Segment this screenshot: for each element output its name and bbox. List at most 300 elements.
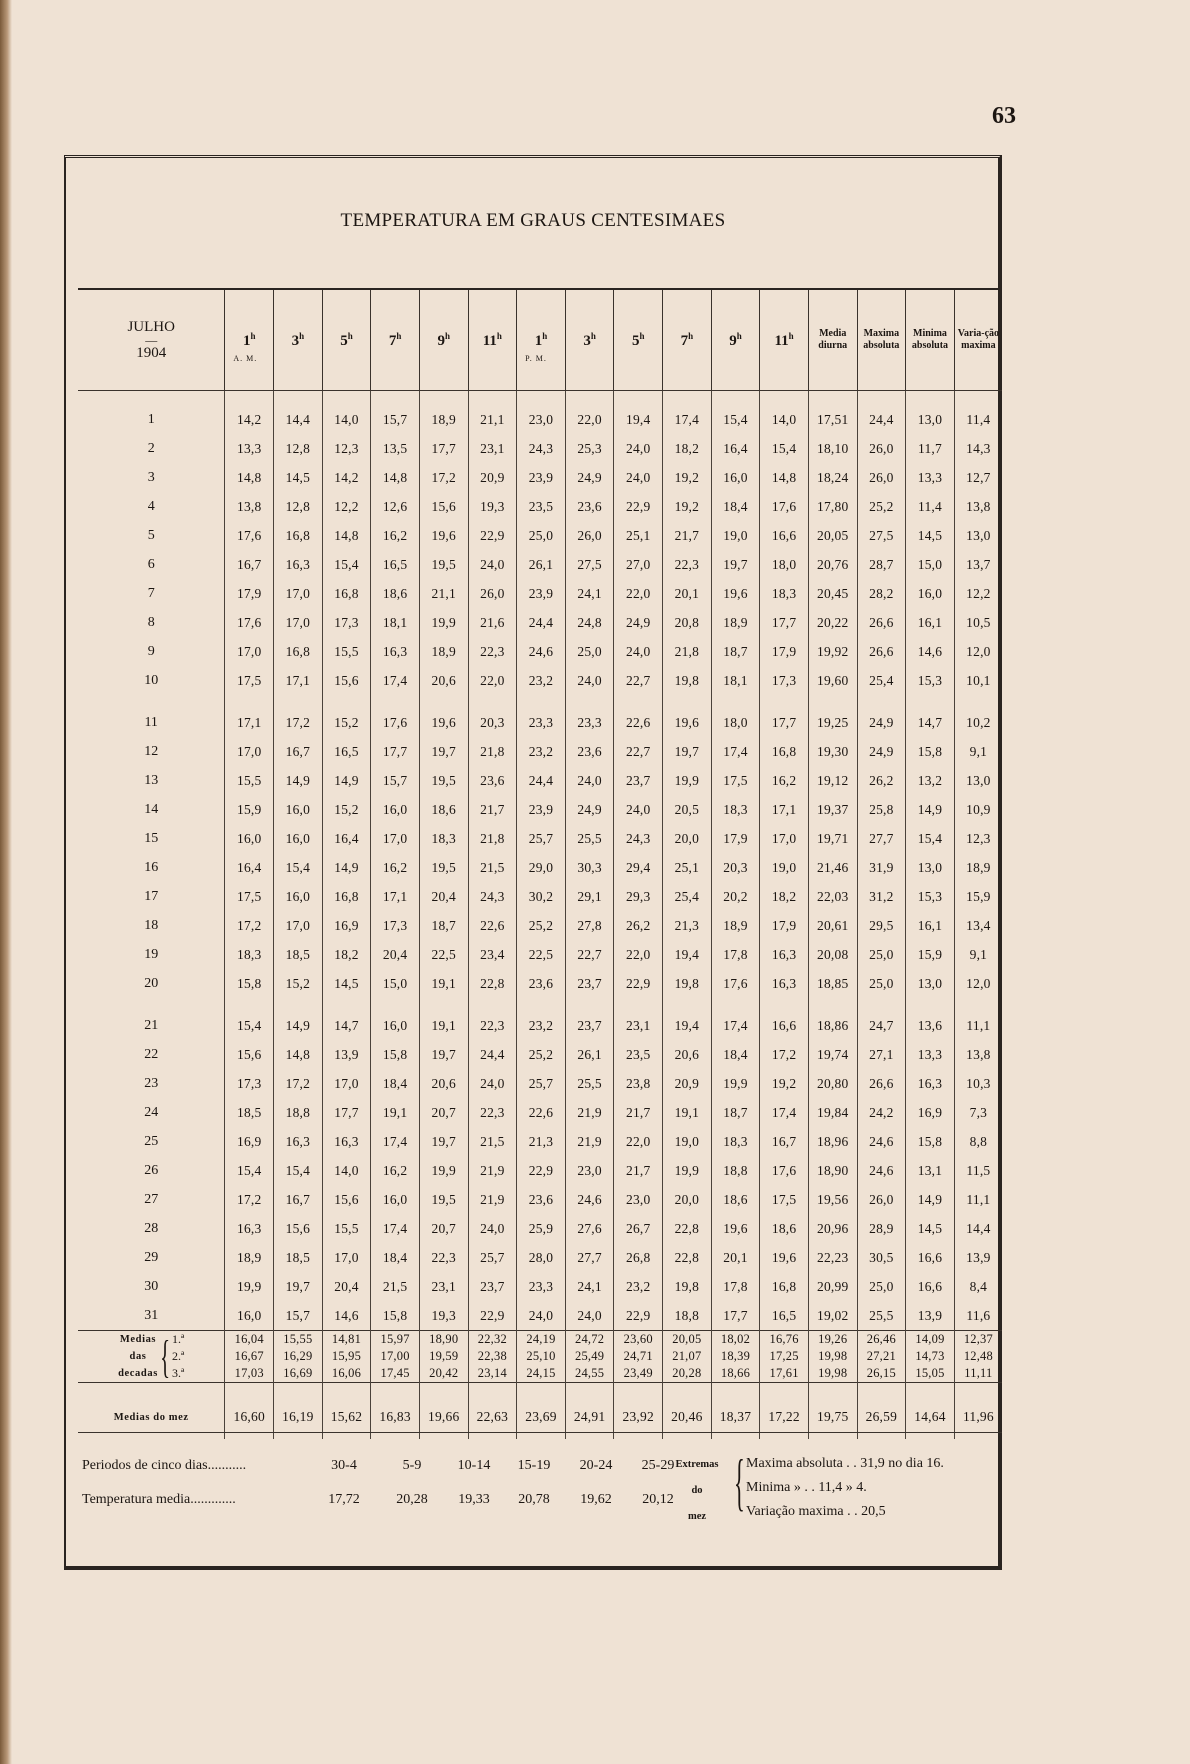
value-cell: 13,0 bbox=[906, 405, 955, 434]
value-cell: 16,0 bbox=[371, 1185, 420, 1214]
value-cell: 14,0 bbox=[322, 1156, 371, 1185]
value-cell: 22,6 bbox=[468, 911, 517, 940]
value-cell: 15,5 bbox=[322, 637, 371, 666]
value-cell: 20,0 bbox=[663, 1185, 712, 1214]
value-cell: 9,1 bbox=[954, 737, 1002, 766]
value-cell: 20,4 bbox=[419, 882, 468, 911]
value-cell: 19,5 bbox=[419, 853, 468, 882]
value-cell: 21,8 bbox=[468, 737, 517, 766]
value-cell: 27,0 bbox=[614, 550, 663, 579]
value-cell: 14,9 bbox=[906, 1185, 955, 1214]
value-cell: 16,4 bbox=[711, 434, 760, 463]
value-cell: 19,7 bbox=[419, 1040, 468, 1069]
spacer-cell bbox=[517, 391, 566, 406]
value-cell: 30,5 bbox=[857, 1243, 906, 1272]
value-cell: 18,86 bbox=[808, 1011, 857, 1040]
value-cell: 20,6 bbox=[419, 1069, 468, 1098]
value-cell: 15,4 bbox=[760, 434, 809, 463]
value-cell: 18,7 bbox=[711, 637, 760, 666]
value-cell: 18,2 bbox=[663, 434, 712, 463]
value-cell: 10,2 bbox=[954, 708, 1002, 737]
mez-value-cell: 26,59 bbox=[857, 1383, 906, 1440]
day-cell: 14 bbox=[144, 801, 159, 817]
value-cell: 18,8 bbox=[274, 1098, 323, 1127]
value-cell: 14,5 bbox=[322, 969, 371, 998]
value-cell: 16,3 bbox=[371, 637, 420, 666]
variacao-label: Varia-ção maxima bbox=[957, 328, 1000, 351]
value-cell: 25,0 bbox=[857, 969, 906, 998]
value-cell: 16,7 bbox=[274, 1185, 323, 1214]
day-cell: 15 bbox=[144, 830, 159, 846]
value-cell: 16,0 bbox=[274, 882, 323, 911]
value-cell: 10,3 bbox=[954, 1069, 1002, 1098]
value-cell: 27,5 bbox=[857, 521, 906, 550]
value-cell: 14,2 bbox=[322, 463, 371, 492]
value-cell: 14,0 bbox=[760, 405, 809, 434]
temperatura-label: Temperatura media............. bbox=[82, 1492, 236, 1507]
day-cell: 19 bbox=[144, 946, 159, 962]
day-cell: 12 bbox=[144, 743, 159, 759]
day-cell: 6 bbox=[147, 556, 155, 572]
value-cell: 27,8 bbox=[565, 911, 614, 940]
value-cell: 26,0 bbox=[468, 579, 517, 608]
value-cell: 12,0 bbox=[954, 637, 1002, 666]
value-cell: 22,5 bbox=[517, 940, 566, 969]
table-row bbox=[78, 940, 1002, 969]
value-cell: 17,0 bbox=[274, 911, 323, 940]
value-cell: 19,7 bbox=[419, 1127, 468, 1156]
value-cell: 26,6 bbox=[857, 608, 906, 637]
value-cell: 18,3 bbox=[760, 579, 809, 608]
value-cell: 18,5 bbox=[225, 1098, 274, 1127]
value-cell: 19,7 bbox=[663, 737, 712, 766]
mez-value-cell: 23,92 bbox=[614, 1383, 663, 1440]
value-cell: 17,1 bbox=[225, 708, 274, 737]
value-cell: 19,6 bbox=[419, 521, 468, 550]
table-row bbox=[78, 1011, 1002, 1040]
value-cell: 20,76 bbox=[808, 550, 857, 579]
value-cell: 22,9 bbox=[468, 521, 517, 550]
value-cell: 19,84 bbox=[808, 1098, 857, 1127]
value-cell: 14,8 bbox=[274, 1040, 323, 1069]
value-cell: 16,0 bbox=[371, 795, 420, 824]
value-cell: 16,3 bbox=[906, 1069, 955, 1098]
value-cell: 15,4 bbox=[711, 405, 760, 434]
value-cell: 16,4 bbox=[225, 853, 274, 882]
value-cell: 19,6 bbox=[760, 1243, 809, 1272]
hour-label: 1 bbox=[534, 332, 543, 349]
value-cell: 14,6 bbox=[322, 1301, 371, 1331]
value-cell: 13,0 bbox=[954, 766, 1002, 795]
value-cell: 17,0 bbox=[274, 579, 323, 608]
spacer-cell bbox=[565, 391, 614, 406]
table-row bbox=[78, 463, 1002, 492]
value-cell: 20,8 bbox=[663, 608, 712, 637]
value-cell: 15,5 bbox=[322, 1214, 371, 1243]
hour-header: 11$^h$ bbox=[760, 290, 809, 391]
value-cell: 15,9 bbox=[906, 940, 955, 969]
value-cell: 25,3 bbox=[565, 434, 614, 463]
value-cell: 16,3 bbox=[274, 1127, 323, 1156]
value-cell: 15,4 bbox=[274, 1156, 323, 1185]
value-cell: 19,2 bbox=[663, 492, 712, 521]
value-cell: 13,3 bbox=[225, 434, 274, 463]
value-cell: 24,8 bbox=[565, 608, 614, 637]
table-row bbox=[78, 853, 1002, 882]
value-cell: 17,7 bbox=[760, 708, 809, 737]
value-cell: 17,7 bbox=[419, 434, 468, 463]
value-cell: 16,0 bbox=[906, 579, 955, 608]
decada-value-cell: 26,46 27,21 26,15 bbox=[857, 1331, 906, 1383]
spacer-cell bbox=[954, 391, 1002, 406]
periodo-value: 15-19 bbox=[517, 1458, 551, 1473]
value-cell: 14,5 bbox=[274, 463, 323, 492]
value-cell: 18,3 bbox=[711, 1127, 760, 1156]
spacer-cell bbox=[78, 998, 225, 1011]
spacer-cell bbox=[322, 695, 371, 708]
value-cell: 22,0 bbox=[468, 666, 517, 695]
day-cell: 5 bbox=[147, 527, 155, 543]
value-cell: 20,45 bbox=[808, 579, 857, 608]
table-row bbox=[78, 882, 1002, 911]
hour-header: 11$^h$ bbox=[468, 290, 517, 391]
temperatura-value: 17,72 bbox=[328, 1492, 360, 1507]
decada-value-cell: 23,60 24,71 23,49 bbox=[614, 1331, 663, 1383]
value-cell: 25,2 bbox=[857, 492, 906, 521]
value-cell: 13,2 bbox=[906, 766, 955, 795]
value-cell: 27,7 bbox=[565, 1243, 614, 1272]
hour-label: 9 bbox=[729, 332, 737, 349]
value-cell: 21,7 bbox=[614, 1098, 663, 1127]
value-cell: 13,9 bbox=[906, 1301, 955, 1331]
value-cell: 23,0 bbox=[614, 1185, 663, 1214]
value-cell: 26,0 bbox=[857, 434, 906, 463]
hour-label: 11 bbox=[482, 332, 497, 349]
value-cell: 14,8 bbox=[322, 521, 371, 550]
value-cell: 16,8 bbox=[322, 579, 371, 608]
table-row bbox=[78, 1040, 1002, 1069]
value-cell: 14,2 bbox=[225, 405, 274, 434]
value-cell: 15,7 bbox=[371, 405, 420, 434]
value-cell: 10,1 bbox=[954, 666, 1002, 695]
value-cell: 14,6 bbox=[906, 637, 955, 666]
day-cell: 26 bbox=[144, 1162, 159, 1178]
value-cell: 23,0 bbox=[517, 405, 566, 434]
day-cell: 22 bbox=[144, 1046, 159, 1062]
value-cell: 19,60 bbox=[808, 666, 857, 695]
value-cell: 19,6 bbox=[711, 579, 760, 608]
value-cell: 18,24 bbox=[808, 463, 857, 492]
value-cell: 17,1 bbox=[760, 795, 809, 824]
value-cell: 24,9 bbox=[857, 737, 906, 766]
value-cell: 26,0 bbox=[857, 1185, 906, 1214]
table-row bbox=[78, 521, 1002, 550]
day-cell: 2 bbox=[147, 440, 155, 456]
spacer-cell bbox=[808, 998, 857, 1011]
spacer-cell bbox=[371, 695, 420, 708]
value-cell: 24,0 bbox=[517, 1301, 566, 1331]
value-cell: 21,7 bbox=[614, 1156, 663, 1185]
value-cell: 17,4 bbox=[760, 1098, 809, 1127]
value-cell: 21,9 bbox=[565, 1127, 614, 1156]
value-cell: 18,9 bbox=[419, 405, 468, 434]
mez-value-cell: 17,22 bbox=[760, 1383, 809, 1440]
value-cell: 16,6 bbox=[760, 1011, 809, 1040]
day-cell: 16 bbox=[144, 859, 159, 875]
value-cell: 23,8 bbox=[614, 1069, 663, 1098]
value-cell: 20,80 bbox=[808, 1069, 857, 1098]
day-cell: 11 bbox=[144, 714, 158, 730]
value-cell: 24,6 bbox=[857, 1127, 906, 1156]
value-cell: 30,3 bbox=[565, 853, 614, 882]
value-cell: 16,3 bbox=[322, 1127, 371, 1156]
value-cell: 12,6 bbox=[371, 492, 420, 521]
value-cell: 17,0 bbox=[760, 824, 809, 853]
value-cell: 16,3 bbox=[760, 969, 809, 998]
value-cell: 25,7 bbox=[468, 1243, 517, 1272]
value-cell: 19,5 bbox=[419, 1185, 468, 1214]
mez-value-cell: 14,64 bbox=[906, 1383, 955, 1440]
day-cell: 23 bbox=[144, 1075, 159, 1091]
value-cell: 18,8 bbox=[711, 1156, 760, 1185]
value-cell: 24,3 bbox=[614, 824, 663, 853]
value-cell: 26,2 bbox=[614, 911, 663, 940]
value-cell: 17,6 bbox=[371, 708, 420, 737]
value-cell: 20,08 bbox=[808, 940, 857, 969]
value-cell: 22,0 bbox=[614, 940, 663, 969]
value-cell: 13,0 bbox=[906, 969, 955, 998]
mez-value-cell: 11,96 bbox=[954, 1383, 1002, 1440]
value-cell: 22,8 bbox=[663, 1243, 712, 1272]
value-cell: 22,7 bbox=[565, 940, 614, 969]
value-cell: 13,8 bbox=[225, 492, 274, 521]
value-cell: 21,1 bbox=[419, 579, 468, 608]
spacer-cell bbox=[274, 391, 323, 406]
value-cell: 19,9 bbox=[419, 1156, 468, 1185]
value-cell: 28,2 bbox=[857, 579, 906, 608]
value-cell: 31,2 bbox=[857, 882, 906, 911]
table-row bbox=[78, 434, 1002, 463]
value-cell: 15,6 bbox=[274, 1214, 323, 1243]
hour-label: 11 bbox=[774, 332, 789, 349]
value-cell: 12,8 bbox=[274, 434, 323, 463]
decada-value-cell: 24,19 25,10 24,15 bbox=[517, 1331, 566, 1383]
table-row bbox=[78, 637, 1002, 666]
value-cell: 19,02 bbox=[808, 1301, 857, 1331]
value-cell: 14,4 bbox=[954, 1214, 1002, 1243]
value-cell: 17,3 bbox=[760, 666, 809, 695]
spacer-cell bbox=[225, 695, 274, 708]
spacer-row bbox=[78, 998, 1002, 1011]
table-row bbox=[78, 666, 1002, 695]
value-cell: 26,6 bbox=[857, 637, 906, 666]
value-cell: 19,8 bbox=[663, 666, 712, 695]
decada-value-cell: 15,55 16,29 16,69 bbox=[274, 1331, 323, 1383]
spacer-cell bbox=[565, 695, 614, 708]
value-cell: 15,4 bbox=[322, 550, 371, 579]
value-cell: 16,5 bbox=[371, 550, 420, 579]
value-cell: 18,4 bbox=[711, 492, 760, 521]
spacer-cell bbox=[711, 998, 760, 1011]
value-cell: 23,1 bbox=[468, 434, 517, 463]
value-cell: 22,8 bbox=[663, 1214, 712, 1243]
value-cell: 15,0 bbox=[906, 550, 955, 579]
decada-value-cell: 12,37 12,48 11,11 bbox=[954, 1331, 1002, 1383]
value-cell: 16,8 bbox=[322, 882, 371, 911]
value-cell: 19,9 bbox=[663, 1156, 712, 1185]
value-cell: 19,37 bbox=[808, 795, 857, 824]
value-cell: 17,9 bbox=[760, 637, 809, 666]
hour-header: 7$^h$ bbox=[663, 290, 712, 391]
value-cell: 19,0 bbox=[760, 853, 809, 882]
maxima-label: Maxima absoluta bbox=[863, 328, 900, 351]
spacer-cell bbox=[760, 391, 809, 406]
value-cell: 11,1 bbox=[954, 1011, 1002, 1040]
value-cell: 23,5 bbox=[614, 1040, 663, 1069]
mez-value-cell: 18,37 bbox=[711, 1383, 760, 1440]
value-cell: 21,46 bbox=[808, 853, 857, 882]
value-cell: 15,2 bbox=[274, 969, 323, 998]
hour-header: 5$^h$ bbox=[614, 290, 663, 391]
value-cell: 23,2 bbox=[614, 1272, 663, 1301]
day-cell: 1 bbox=[147, 411, 155, 427]
spacer-cell bbox=[468, 695, 517, 708]
value-cell: 15,7 bbox=[274, 1301, 323, 1331]
value-cell: 19,4 bbox=[663, 940, 712, 969]
value-cell: 15,8 bbox=[371, 1040, 420, 1069]
value-cell: 16,9 bbox=[322, 911, 371, 940]
value-cell: 21,9 bbox=[468, 1185, 517, 1214]
value-cell: 17,0 bbox=[322, 1069, 371, 1098]
value-cell: 11,1 bbox=[954, 1185, 1002, 1214]
value-cell: 17,80 bbox=[808, 492, 857, 521]
value-cell: 15,5 bbox=[225, 766, 274, 795]
value-cell: 18,5 bbox=[274, 1243, 323, 1272]
spacer-cell bbox=[614, 998, 663, 1011]
value-cell: 14,0 bbox=[322, 405, 371, 434]
spacer-cell bbox=[78, 695, 225, 708]
value-cell: 22,0 bbox=[614, 1127, 663, 1156]
value-cell: 17,5 bbox=[711, 766, 760, 795]
spacer-cell bbox=[225, 391, 274, 406]
value-cell: 17,0 bbox=[274, 608, 323, 637]
value-cell: 23,9 bbox=[517, 463, 566, 492]
spacer-cell bbox=[906, 695, 955, 708]
value-cell: 17,2 bbox=[274, 708, 323, 737]
value-cell: 17,4 bbox=[711, 737, 760, 766]
value-cell: 8,8 bbox=[954, 1127, 1002, 1156]
value-cell: 12,2 bbox=[322, 492, 371, 521]
value-cell: 22,5 bbox=[419, 940, 468, 969]
mez-value-cell: 16,60 bbox=[225, 1383, 274, 1440]
periodo-value: 20-24 bbox=[579, 1458, 613, 1473]
decada-value-cell: 18,02 18,39 18,66 bbox=[711, 1331, 760, 1383]
value-cell: 22,0 bbox=[614, 579, 663, 608]
value-cell: 17,6 bbox=[760, 492, 809, 521]
value-cell: 24,0 bbox=[565, 1301, 614, 1331]
value-cell: 29,1 bbox=[565, 882, 614, 911]
value-cell: 15,8 bbox=[906, 737, 955, 766]
value-cell: 17,2 bbox=[419, 463, 468, 492]
value-cell: 17,2 bbox=[760, 1040, 809, 1069]
value-cell: 17,2 bbox=[225, 911, 274, 940]
am-label: A. M. bbox=[233, 354, 258, 363]
day-cell: 28 bbox=[144, 1220, 159, 1236]
mez-value-cell: 20,46 bbox=[663, 1383, 712, 1440]
value-cell: 23,5 bbox=[517, 492, 566, 521]
spacer-cell bbox=[906, 998, 955, 1011]
value-cell: 15,4 bbox=[906, 824, 955, 853]
spacer-cell bbox=[857, 695, 906, 708]
spacer-cell bbox=[663, 695, 712, 708]
decada-ordinals: 1.ª 2.ª 3.ª bbox=[171, 1332, 185, 1380]
value-cell: 27,7 bbox=[857, 824, 906, 853]
value-cell: 27,5 bbox=[565, 550, 614, 579]
value-cell: 26,0 bbox=[857, 463, 906, 492]
value-cell: 19,4 bbox=[663, 1011, 712, 1040]
value-cell: 17,5 bbox=[760, 1185, 809, 1214]
value-cell: 29,5 bbox=[857, 911, 906, 940]
periodo-value: 25-29 bbox=[641, 1458, 675, 1473]
value-cell: 14,4 bbox=[274, 405, 323, 434]
value-cell: 24,0 bbox=[468, 1069, 517, 1098]
value-cell: 18,7 bbox=[419, 911, 468, 940]
value-cell: 20,6 bbox=[663, 1040, 712, 1069]
value-cell: 13,0 bbox=[906, 853, 955, 882]
value-cell: 25,5 bbox=[565, 824, 614, 853]
table-row bbox=[78, 1156, 1002, 1185]
left-brace-glyph: { bbox=[734, 1446, 745, 1517]
value-cell: 14,9 bbox=[274, 1011, 323, 1040]
value-cell: 29,0 bbox=[517, 853, 566, 882]
value-cell: 22,3 bbox=[663, 550, 712, 579]
value-cell: 18,0 bbox=[711, 708, 760, 737]
value-cell: 16,4 bbox=[322, 824, 371, 853]
value-cell: 16,7 bbox=[760, 1127, 809, 1156]
medias-decadas-row bbox=[78, 1331, 1002, 1383]
value-cell: 29,4 bbox=[614, 853, 663, 882]
value-cell: 12,7 bbox=[954, 463, 1002, 492]
value-cell: 23,7 bbox=[614, 766, 663, 795]
hour-header: 7$^h$ bbox=[371, 290, 420, 391]
value-cell: 23,2 bbox=[517, 1011, 566, 1040]
value-cell: 17,7 bbox=[711, 1301, 760, 1331]
value-cell: 23,2 bbox=[517, 737, 566, 766]
value-cell: 25,5 bbox=[857, 1301, 906, 1331]
temperatura-value: 19,33 bbox=[458, 1492, 490, 1507]
value-cell: 22,7 bbox=[614, 666, 663, 695]
value-cell: 17,9 bbox=[711, 824, 760, 853]
value-cell: 19,92 bbox=[808, 637, 857, 666]
pm-label: P. M. bbox=[525, 354, 547, 363]
hour-header: 9$^h$ bbox=[711, 290, 760, 391]
value-cell: 24,0 bbox=[565, 766, 614, 795]
value-cell: 16,2 bbox=[760, 766, 809, 795]
value-cell: 17,5 bbox=[225, 666, 274, 695]
hour-header: 9$^h$ bbox=[419, 290, 468, 391]
decada-value-cell: 16,04 16,67 17,03 bbox=[225, 1331, 274, 1383]
value-cell: 27,6 bbox=[565, 1214, 614, 1243]
value-cell: 12,3 bbox=[322, 434, 371, 463]
value-cell: 23,3 bbox=[517, 708, 566, 737]
hour-label: 5 bbox=[340, 332, 348, 349]
value-cell: 21,6 bbox=[468, 608, 517, 637]
value-cell: 14,5 bbox=[906, 521, 955, 550]
value-cell: 17,6 bbox=[711, 969, 760, 998]
value-cell: 13,4 bbox=[954, 911, 1002, 940]
value-cell: 21,5 bbox=[468, 853, 517, 882]
value-cell: 21,7 bbox=[468, 795, 517, 824]
